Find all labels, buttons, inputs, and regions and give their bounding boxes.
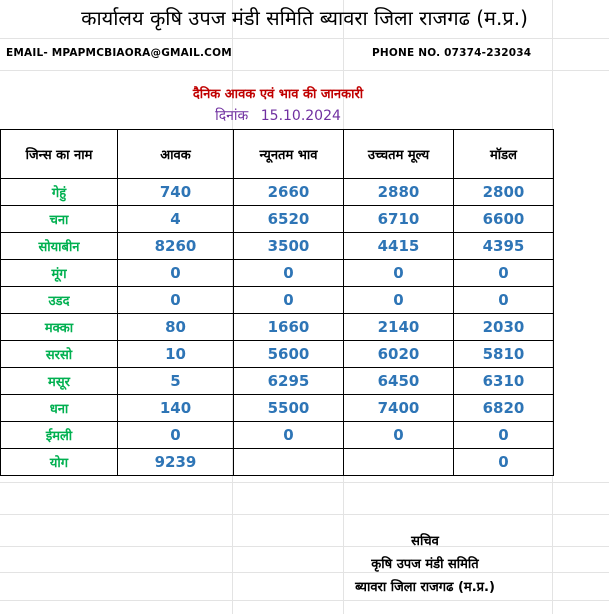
office-title: कार्यालय कृषि उपज मंडी समिति ब्यावरा जिला राजगढ (म.प्र.) bbox=[81, 6, 528, 30]
modal-price-cell: 0 bbox=[454, 260, 554, 287]
commodity-name: मसूर bbox=[1, 368, 118, 395]
min-price-cell: 0 bbox=[234, 260, 344, 287]
max-price-cell: 0 bbox=[344, 422, 454, 449]
min-price-cell: 6520 bbox=[234, 206, 344, 233]
max-price-cell: 4415 bbox=[344, 233, 454, 260]
total-label: योग bbox=[1, 449, 118, 476]
max-price-cell: 6020 bbox=[344, 341, 454, 368]
date-value: 15.10.2024 bbox=[260, 108, 341, 124]
total-arrival-cell: 9239 bbox=[118, 449, 234, 476]
arrival-cell: 740 bbox=[118, 179, 234, 206]
min-price-cell: 5600 bbox=[234, 341, 344, 368]
table-row bbox=[1, 179, 554, 206]
commodity-name: ईमली bbox=[1, 422, 118, 449]
modal-price-cell: 6310 bbox=[454, 368, 554, 395]
table-row bbox=[1, 314, 554, 341]
arrival-cell: 4 bbox=[118, 206, 234, 233]
total-row bbox=[1, 449, 554, 476]
arrival-cell: 140 bbox=[118, 395, 234, 422]
min-price-cell: 5500 bbox=[234, 395, 344, 422]
table-row bbox=[1, 368, 554, 395]
signature-designation: सचिव bbox=[411, 534, 439, 549]
commodity-name: धना bbox=[1, 395, 118, 422]
arrival-cell: 0 bbox=[118, 422, 234, 449]
signature-committee: कृषि उपज मंडी समिति bbox=[371, 557, 479, 572]
rates-table bbox=[0, 129, 554, 476]
max-price-cell: 6450 bbox=[344, 368, 454, 395]
table-row bbox=[1, 422, 554, 449]
table-row bbox=[1, 233, 554, 260]
modal-price-cell: 5810 bbox=[454, 341, 554, 368]
min-price-cell: 2660 bbox=[234, 179, 344, 206]
column-header-arrival: आवक bbox=[118, 130, 234, 179]
total-max-price-cell bbox=[344, 449, 454, 476]
max-price-cell: 2880 bbox=[344, 179, 454, 206]
column-header-max-price: उच्चतम मूल्य bbox=[344, 130, 454, 179]
table-row bbox=[1, 287, 554, 314]
modal-price-cell: 0 bbox=[454, 287, 554, 314]
table-header-row bbox=[1, 130, 554, 179]
table-row bbox=[1, 341, 554, 368]
max-price-cell: 6710 bbox=[344, 206, 454, 233]
table-row bbox=[1, 260, 554, 287]
arrival-cell: 10 bbox=[118, 341, 234, 368]
commodity-name: उडद bbox=[1, 287, 118, 314]
min-price-cell: 1660 bbox=[234, 314, 344, 341]
max-price-cell: 2140 bbox=[344, 314, 454, 341]
min-price-cell: 3500 bbox=[234, 233, 344, 260]
total-min-price-cell bbox=[234, 449, 344, 476]
modal-price-cell: 2030 bbox=[454, 314, 554, 341]
arrival-cell: 0 bbox=[118, 260, 234, 287]
commodity-name: सोयाबीन bbox=[1, 233, 118, 260]
column-header-modal-price: मॉडल bbox=[454, 130, 554, 179]
modal-price-cell: 6820 bbox=[454, 395, 554, 422]
min-price-cell: 6295 bbox=[234, 368, 344, 395]
max-price-cell: 0 bbox=[344, 260, 454, 287]
commodity-name: चना bbox=[1, 206, 118, 233]
report-subtitle: दैनिक आवक एवं भाव की जानकारी bbox=[192, 87, 364, 102]
modal-price-cell: 6600 bbox=[454, 206, 554, 233]
column-header-min-price: न्यूनतम भाव bbox=[234, 130, 344, 179]
modal-price-cell: 4395 bbox=[454, 233, 554, 260]
arrival-cell: 8260 bbox=[118, 233, 234, 260]
min-price-cell: 0 bbox=[234, 287, 344, 314]
min-price-cell: 0 bbox=[234, 422, 344, 449]
signature-location: ब्यावरा जिला राजगढ (म.प्र.) bbox=[355, 580, 495, 595]
email-text: EMAIL- MPAPMCBIAORA@GMAIL.COM bbox=[6, 47, 232, 59]
column-header-commodity: जिन्स का नाम bbox=[1, 130, 118, 179]
arrival-cell: 5 bbox=[118, 368, 234, 395]
table-row bbox=[1, 206, 554, 233]
commodity-name: मक्का bbox=[1, 314, 118, 341]
commodity-name: गेहुं bbox=[1, 179, 118, 206]
date-label: दिनांक bbox=[215, 108, 249, 124]
commodity-name: मूंग bbox=[1, 260, 118, 287]
report-date bbox=[0, 106, 556, 125]
table-row bbox=[1, 395, 554, 422]
total-modal-price-cell: 0 bbox=[454, 449, 554, 476]
phone-text: PHONE NO. 07374-232034 bbox=[372, 47, 532, 59]
arrival-cell: 80 bbox=[118, 314, 234, 341]
modal-price-cell: 2800 bbox=[454, 179, 554, 206]
modal-price-cell: 0 bbox=[454, 422, 554, 449]
arrival-cell: 0 bbox=[118, 287, 234, 314]
max-price-cell: 0 bbox=[344, 287, 454, 314]
commodity-name: सरसो bbox=[1, 341, 118, 368]
max-price-cell: 7400 bbox=[344, 395, 454, 422]
